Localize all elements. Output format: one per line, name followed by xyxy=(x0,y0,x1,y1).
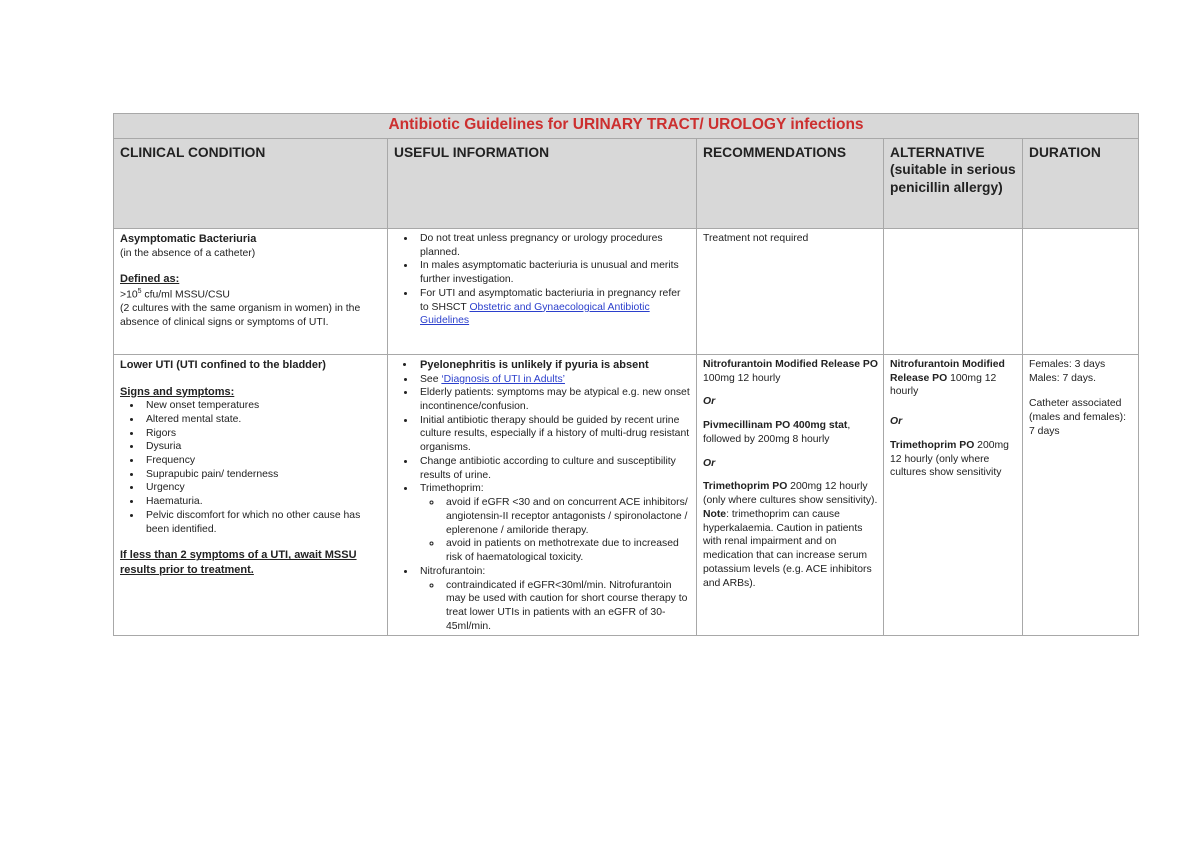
defined-as-label: Defined as: xyxy=(120,273,180,286)
signs-list xyxy=(120,399,382,536)
header-useful-information: USEFUL INFORMATION xyxy=(388,139,697,229)
list-item: ◦ avoid if eGFR <30 and on concurrent ACE inhibitors/ angiotensin-II receptor antagonists / spironolactone / eplerenone / amiloride therapy. xyxy=(442,496,691,537)
nitrofurantoin-label: Nitrofurantoin: xyxy=(420,565,486,577)
condition-name: Lower UTI (UTI confined to the bladder) xyxy=(120,359,326,371)
list-item: • Urgency xyxy=(142,481,382,495)
list-item: • Dysuria xyxy=(142,440,382,454)
info-list xyxy=(394,232,691,328)
recommendation-1 xyxy=(703,358,878,385)
cell-recommendation xyxy=(697,355,884,636)
trimethoprim-sublist xyxy=(420,496,691,565)
or-separator: Or xyxy=(890,416,903,428)
header-row xyxy=(114,139,1139,229)
nitrofurantoin-sublist xyxy=(420,579,691,634)
drug-name: Trimethoprim PO xyxy=(703,481,788,493)
drug-dose: 200mg 12 hourly (only where cultures show sensitivity xyxy=(890,439,1009,479)
cell-duration xyxy=(1023,355,1139,636)
cell-condition xyxy=(114,355,388,636)
list-item: • In males asymptomatic bacteriuria is unusual and merits further investigation. xyxy=(416,259,691,286)
list-item: • New onset temperatures xyxy=(142,399,382,413)
drug-name: Trimethoprim PO xyxy=(890,439,975,451)
recommendation-2 xyxy=(703,419,878,446)
table-row-asymptomatic-bacteriuria xyxy=(114,229,1139,355)
cell-recommendation: Treatment not required xyxy=(697,229,884,355)
note-text: : trimethoprim can cause hyperkalaemia. Caution in patients with renal impairment and on medication that can increase serum potassium levels (e.g. ACE inhibitors and ARBs). xyxy=(703,508,872,589)
or-separator: Or xyxy=(703,396,716,408)
drug-name: Pivmecillinam PO 400mg stat xyxy=(703,420,848,432)
defined-suffix: cfu/ml MSSU/CSU xyxy=(141,289,230,301)
info-text: See xyxy=(420,373,442,385)
list-item xyxy=(416,482,691,564)
cell-duration xyxy=(1023,229,1139,355)
list-item: • Elderly patients: symptoms may be atypical e.g. new onset incontinence/confusion. xyxy=(416,386,691,413)
duration-catheter: Catheter associated (males and females): 7 days xyxy=(1029,398,1127,437)
title-row xyxy=(114,114,1139,139)
alternative-1 xyxy=(890,358,1017,399)
list-item: • Change antibiotic according to culture and susceptibility results of urine. xyxy=(416,455,691,482)
table-title: Antibiotic Guidelines for URINARY TRACT/ UROLOGY infections xyxy=(114,114,1139,139)
list-item: • Initial antibiotic therapy should be guided by recent urine culture results, especially if a history of multi-drug resistant organisms. xyxy=(416,414,691,455)
list-item: ◦ avoid in patients on methotrexate due to increased risk of haematological toxicity. xyxy=(442,537,691,564)
drug-name: Nitrofurantoin Modified Release PO xyxy=(703,359,878,370)
duration-males: Males: 7 days. xyxy=(1029,372,1096,384)
header-duration: DURATION xyxy=(1023,139,1139,229)
table-row-lower-uti xyxy=(114,355,1139,636)
signs-label: Signs and symptoms: xyxy=(120,385,235,398)
drug-dose: 100mg 12 hourly xyxy=(890,372,997,398)
header-alternative: ALTERNATIVE (suitable in serious penicillin allergy) xyxy=(884,139,1023,229)
recommendation-note xyxy=(703,508,878,590)
guidelines-table xyxy=(113,113,1139,636)
drug-dose: 100mg 12 hourly xyxy=(703,372,781,384)
defined-detail: (2 cultures with the same organism in women) in the absence of clinical signs or symptoms of UTI. xyxy=(120,302,361,328)
list-item: ◦ contraindicated if eGFR<30ml/min. Nitrofurantoin may be used with caution for short course therapy to treat lower UTIs in patients with an eGFR of 30-45ml/min. xyxy=(442,579,691,634)
list-item: • Pelvic discomfort for which no other cause has been identified. xyxy=(142,509,382,536)
condition-qualifier: (in the absence of a catheter) xyxy=(120,247,256,259)
drug-dose: , followed by 200mg 8 hourly xyxy=(703,420,851,445)
cell-condition xyxy=(114,229,388,355)
list-item: • Rigors xyxy=(142,427,382,441)
note-label: Note xyxy=(703,508,727,520)
list-item: • Pyelonephritis is unlikely if pyuria is absent xyxy=(416,358,691,373)
defined-threshold xyxy=(120,287,382,302)
obstetric-guidelines-link[interactable]: Obstetric and Gynaecological Antibiotic Guidelines xyxy=(420,301,650,327)
alternative-2 xyxy=(890,439,1017,480)
defined-prefix: >10 xyxy=(120,289,138,301)
or-separator: Or xyxy=(703,457,716,469)
cell-alternative xyxy=(884,229,1023,355)
diagnosis-uti-link[interactable]: ‘Diagnosis of UTI in Adults’ xyxy=(441,373,565,385)
list-item: • Altered mental state. xyxy=(142,413,382,427)
list-item: • Do not treat unless pregnancy or urology procedures planned. xyxy=(416,232,691,259)
condition-name: Asymptomatic Bacteriuria xyxy=(120,233,257,245)
trimethoprim-label: Trimethoprim: xyxy=(420,483,484,495)
list-item xyxy=(416,565,691,634)
cell-useful-info xyxy=(388,229,697,355)
list-item xyxy=(416,287,691,328)
list-item: • Haematuria. xyxy=(142,495,382,509)
header-recommendations: RECOMMENDATIONS xyxy=(697,139,884,229)
defined-exponent: 5 xyxy=(137,287,142,295)
info-text: For UTI and asymptomatic bacteriuria in pregnancy refer to SHSCT xyxy=(420,287,681,313)
list-item: • Frequency xyxy=(142,454,382,468)
list-item xyxy=(416,373,691,387)
recommendation-3 xyxy=(703,480,878,507)
drug-dose: 200mg 12 hourly (only where cultures show sensitivity). xyxy=(703,481,878,507)
header-clinical-condition: CLINICAL CONDITION xyxy=(114,139,388,229)
drug-name: Nitrofurantoin Modified Release PO xyxy=(890,359,1005,384)
treatment-footnote: If less than 2 symptoms of a UTI, await MSSU results prior to treatment. xyxy=(120,549,357,576)
duration-females: Females: 3 days xyxy=(1029,359,1106,370)
cell-useful-info xyxy=(388,355,697,636)
list-item: • Suprapubic pain/ tenderness xyxy=(142,468,382,482)
cell-alternative xyxy=(884,355,1023,636)
info-list xyxy=(394,358,691,633)
